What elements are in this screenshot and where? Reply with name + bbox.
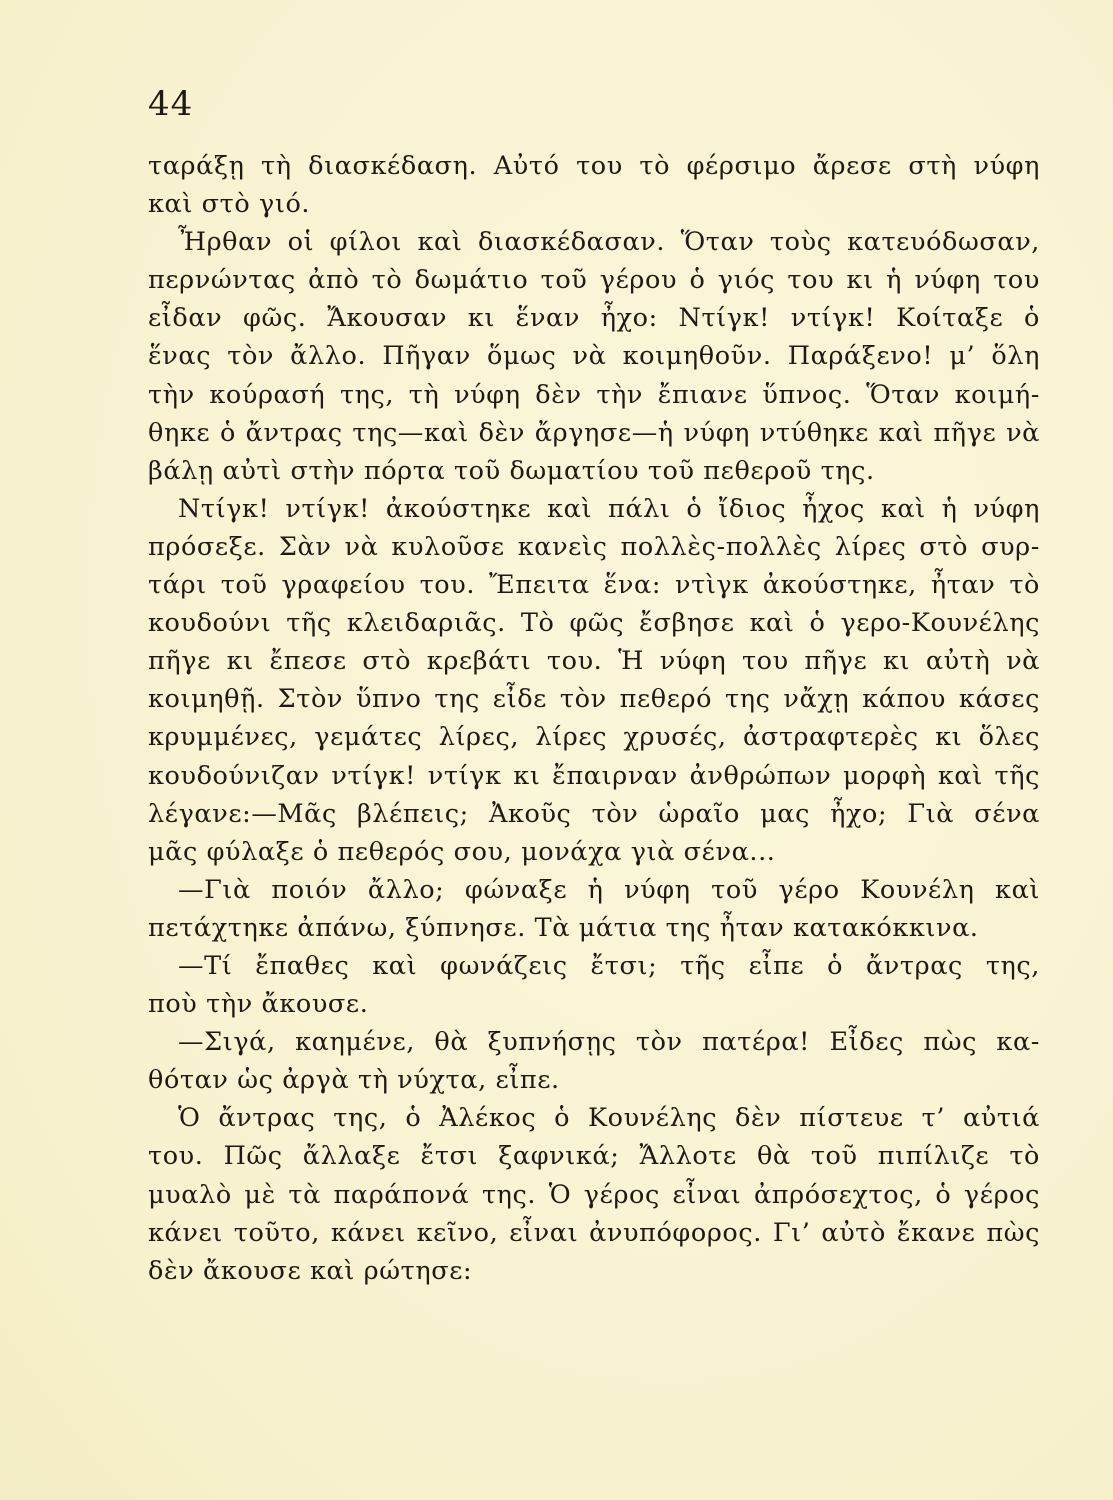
text-line: τὴν κούρασή της, τὴ νύφη δὲν τὴν ἔπιανε ὕπνος. Ὅταν κοιμή- <box>148 379 1040 410</box>
body-text <box>148 147 1040 1290</box>
text-line: θόταν ὡς ἀργὰ τὴ νύχτα, εἶπε. <box>148 1065 560 1096</box>
text-line: ἕνας τὸν ἄλλο. Πῆγαν ὅμως νὰ κοιμηθοῦν. Παράξενο! μ’ ὅλη <box>148 341 1040 372</box>
text-line: πετάχτηκε ἀπάνω, ξύπνησε. Τὰ μάτια της ἦταν κατακόκκινα. <box>148 912 979 943</box>
text-line: —Σιγά, καημένε, θὰ ξυπνήσῃς τὸν πατέρα! Εἶδες πὼς κα- <box>178 1027 1040 1058</box>
text-line: λέγανε:—Μᾶς βλέπεις; Ἀκοῦς τὸν ὡραῖο μας ἦχο; Γιὰ σένα <box>148 798 1040 829</box>
text-line: του. Πῶς ἄλλαξε ἔτσι ξαφνικά; Ἄλλοτε θὰ τοῦ πιπίλιζε τὸ <box>148 1141 1040 1172</box>
text-line: μυαλὸ μὲ τὰ παράπονά της. Ὁ γέρος εἶναι ἀπρόσεχτος, ὁ γέρος <box>148 1179 1040 1210</box>
text-line: Ντίγκ! ντίγκ! ἀκούστηκε καὶ πάλι ὁ ἴδιος ἦχος καὶ ἡ νύφη <box>178 493 1040 524</box>
text-line: —Γιὰ ποιόν ἄλλο; φώναξε ἡ νύφη τοῦ γέρο Κουνέλη καὶ <box>178 874 1040 905</box>
text-line: κουδούνιζαν ντίγκ! ντίγκ κι ἔπαιρναν ἀνθρώπων μορφὴ καὶ τῆς <box>148 760 1040 791</box>
text-line: ποὺ τὴν ἄκουσε. <box>148 989 369 1020</box>
text-line: πῆγε κι ἔπεσε στὸ κρεβάτι του. Ἡ νύφη του πῆγε κι αὐτὴ νὰ <box>148 646 1040 677</box>
text-line: κάνει τοῦτο, κάνει κεῖνο, εἶναι ἀνυπόφορος. Γι’ αὐτὸ ἔκανε πὼς <box>148 1217 1040 1248</box>
text-line: δὲν ἄκουσε καὶ ρώτησε: <box>148 1255 473 1286</box>
text-line: τάρι τοῦ γραφείου του. Ἔπειτα ἕνα: ντὶγκ ἀκούστηκε, ἦταν τὸ <box>148 570 1040 601</box>
text-line: —Τί ἔπαθες καὶ φωνάζεις ἔτσι; τῆς εἶπε ὁ ἄντρας της, <box>178 950 1040 981</box>
text-line: Ὁ ἄντρας της, ὁ Ἀλέκος ὁ Κουνέλης δὲν πίστευε τ’ αὐτιά <box>178 1103 1040 1134</box>
page-number: 44 <box>148 84 194 124</box>
text-line: θηκε ὁ ἄντρας της—καὶ δὲν ἄργησε—ἡ νύφη ντύθηκε καὶ πῆγε νὰ <box>148 417 1040 448</box>
text-line: πρόσεξε. Σὰν νὰ κυλοῦσε κανεὶς πολλὲς-πολλὲς λίρες στὸ συρ- <box>148 531 1040 562</box>
text-line: Ἦρθαν οἱ φίλοι καὶ διασκέδασαν. Ὅταν τοὺς κατευόδωσαν, <box>178 227 1040 258</box>
text-line: καὶ στὸ γιό. <box>148 189 311 220</box>
text-line: μᾶς φύλαξε ὁ πεθερός σου, μονάχα γιὰ σένα... <box>148 836 776 867</box>
text-line: περνώντας ἀπὸ τὸ δωμάτιο τοῦ γέρου ὁ γιός του κι ἡ νύφη του <box>148 265 1040 296</box>
text-line: ταράξῃ τὴ διασκέδαση. Αὐτό του τὸ φέρσιμο ἄρεσε στὴ νύφη <box>148 151 1040 181</box>
text-line: κρυμμένες, γεμάτες λίρες, λίρες χρυσές, ἀστραφτερὲς κι ὅλες <box>148 722 1040 753</box>
text-line: κοιμηθῇ. Στὸν ὕπνο της εἶδε τὸν πεθερό της νἄχῃ κάπου κάσες <box>148 684 1040 715</box>
text-line: εἶδαν φῶς. Ἄκουσαν κι ἕναν ἦχο: Ντίγκ! ντίγκ! Κοίταξε ὁ <box>148 303 1040 334</box>
text-line: βάλῃ αὐτὶ στὴν πόρτα τοῦ δωματίου τοῦ πεθεροῦ της. <box>148 455 875 486</box>
text-line: κουδούνι τῆς κλειδαριᾶς. Τὸ φῶς ἔσβησε καὶ ὁ γερο-Κουνέλης <box>148 608 1040 639</box>
